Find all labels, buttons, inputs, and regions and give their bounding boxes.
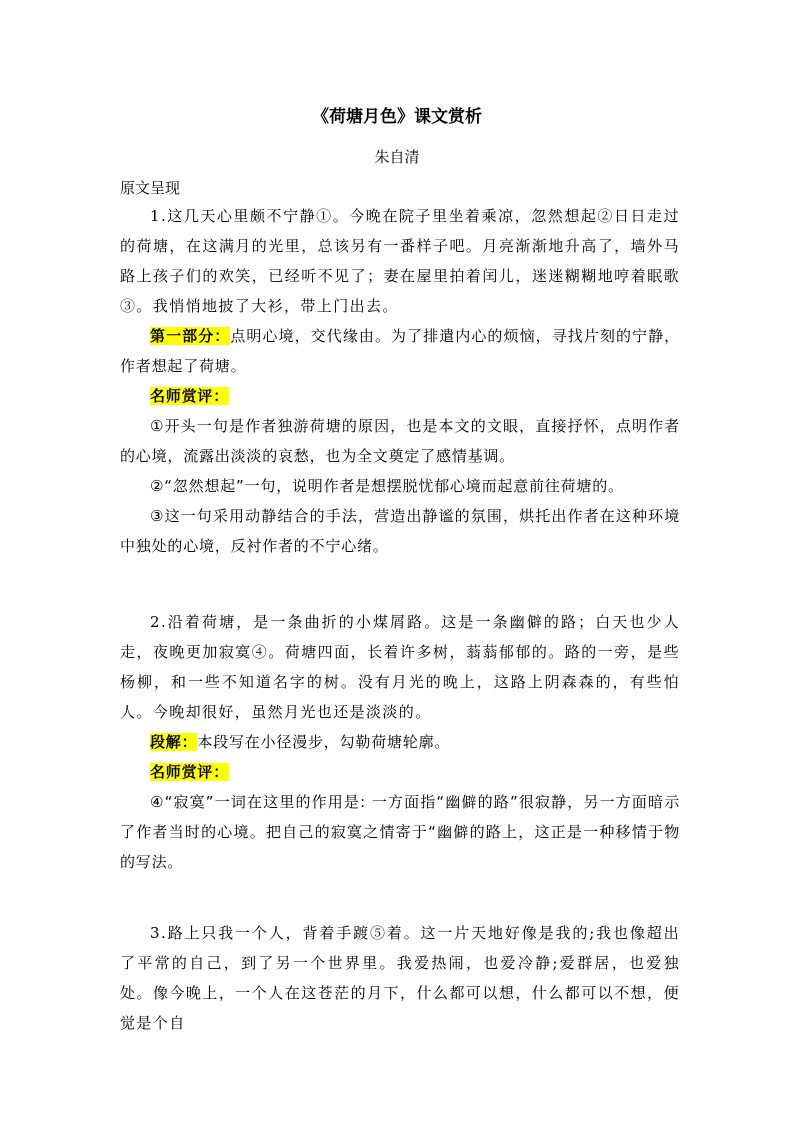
original-text-paragraph: 3.路上只我一个人，背着手踱⑤着。这一片天地好像是我的;我也像超出了平常的自己，到了另一个世界里。我爱热闹，也爱冷静;爱群居，也爱独处。像今晚上，一个人在这苍茫的月下，什么都可以想，什么都可以不想，便觉是个自: [120, 924, 680, 1032]
section-1: [120, 201, 680, 561]
review-item: ①开头一句是作者独游荷塘的原因，也是本文的文眼，直接抒怀，点明作者的心境，流露出淡淡的哀愁，也为全文奠定了感情基调。: [120, 417, 680, 465]
part-label: 段解：: [150, 733, 198, 751]
original-text-paragraph: 1.这几天心里颇不宁静①。今晚在院子里坐着乘凉，忽然想起②日日走过的荷塘，在这满月的光里，总该另有一番样子吧。月亮渐渐地升高了，墙外马路上孩子们的欢笑，已经听不见了；妻在屋里拍着闰儿，迷迷糊糊地哼着眠歌③。我悄悄地披了大衫，带上门出去。: [120, 207, 680, 315]
review-label: 名师赏评：: [150, 763, 230, 781]
review-label: 名师赏评：: [150, 387, 230, 405]
part-summary: [120, 727, 680, 757]
review-item: ③这一句采用动静结合的手法，营造出静谧的氛围，烘托出作者在这种环境中独处的心境，反衬作者的不宁心绪。: [120, 507, 680, 555]
review-heading: [120, 757, 680, 787]
author-name: 朱自清: [374, 148, 420, 166]
part-text: 本段写在小径漫步，勾勒荷塘轮廓。: [197, 733, 451, 751]
original-text-paragraph: 2.沿着荷塘，是一条曲折的小煤屑路。这是一条幽僻的路；白天也少人走，夜晚更加寂寞④。荷塘四面，长着许多树，蓊蓊郁郁的。路的一旁，是些杨柳，和一些不知道名字的树。没有月光的晚上，这路上阴森森的，有些怕人。今晚却很好，虽然月光也还是淡淡的。: [120, 613, 680, 721]
review-heading: [120, 381, 680, 411]
section-heading: 原文呈现: [120, 179, 181, 197]
section-2: [120, 607, 680, 877]
review-item: ②“忽然想起”一句，说明作者是想摆脱忧郁心境而起意前往荷塘的。: [150, 477, 624, 495]
part-summary: [120, 321, 680, 381]
review-item: ④“寂寞”一词在这里的作用是: 一方面指“幽僻的路”很寂静，另一方面暗示了作者当时的心境。把自己的寂寞之情寄于“幽僻的路上，这正是一种移情于物的写法。: [120, 793, 680, 871]
part-text: 点明心境，交代缘由。为了排遣内心的烦恼，寻找片刻的宁静，作者想起了荷塘。: [120, 327, 680, 375]
part-label: 第一部分：: [150, 327, 231, 345]
section-3: [120, 918, 680, 1038]
page-title: 《荷塘月色》课文赏析: [312, 107, 482, 127]
